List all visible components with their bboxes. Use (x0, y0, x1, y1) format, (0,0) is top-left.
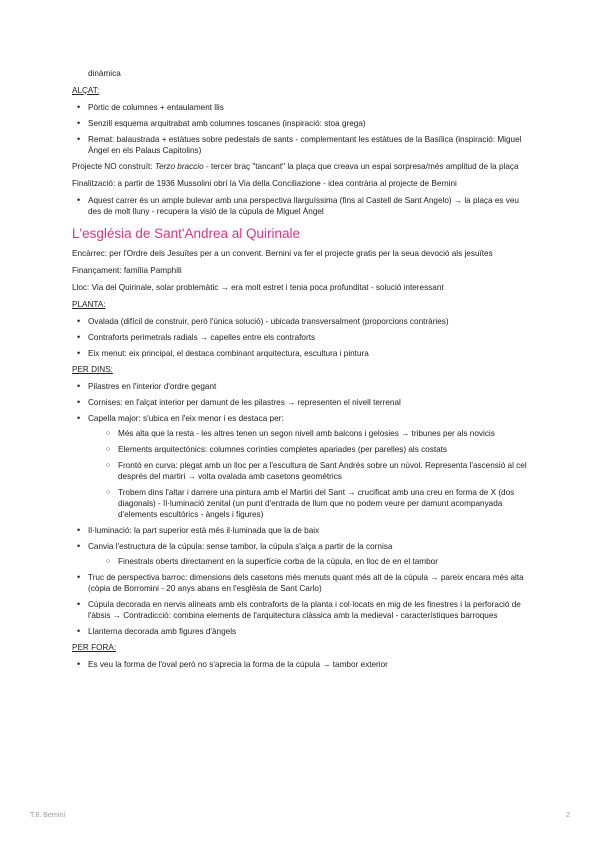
encarrec-paragraph: Encàrrec: per l'Ordre dels Jesuïtes per a un convent. Bernini va fer el projecte gratis per la seua devoció als jesuïtes (72, 249, 493, 258)
per-dins-list (72, 381, 532, 637)
list-item: • Aquest carrer és un ample bulevar amb una perspectiva llarguíssima (fins al Castell de Sant Angelo) → la plaça es veu des de molt lluny - recupera la visió de la cúpula de Miguel Àngel (72, 195, 532, 217)
list-item (72, 413, 532, 520)
list-item: • Remat: balaustrada + estàtues sobre pedestals de sants - complementant les estàtues de la Basílica (inspiració: Miguel Àngel en els Palaus Capitolins) (72, 134, 532, 156)
list-item: • Pòrtic de columnes + entaulament llis (72, 102, 532, 113)
projecte-prefix: Projecte NO construït: (72, 162, 155, 171)
list-item: • Il·luminació: la part superior està més il·luminada que la de baix (72, 525, 532, 536)
per-fora-heading: PER FORA: (72, 643, 117, 652)
alcat-heading: ALÇAT: (72, 86, 100, 95)
per-dins-heading: PER DINS: (72, 365, 113, 374)
capella-text: Capella major: s'ubica en l'eix menor i es destaca per: (88, 414, 284, 423)
list-item: • Cornises: en l'alçat interior per damunt de les pilastres → representen el nivell terrenal (72, 397, 532, 408)
projecte-italic: Terzo braccio (154, 162, 204, 171)
list-item: • Contraforts perimetrals radials → capelles entre els contraforts (72, 332, 532, 343)
per-fora-list (72, 659, 532, 670)
finalitzacio-list (72, 195, 532, 217)
list-item: • Eix menut: eix principal, el destaca combinant arquitectura, escultura i pintura (72, 348, 532, 359)
lloc-paragraph: Lloc: Via del Quirinale, solar problemàtic → era molt estret i tenia poca profunditat - solució interessant (72, 283, 444, 292)
canvia-sublist (88, 556, 532, 567)
projecte-paragraph (72, 161, 532, 172)
canvia-text: Canvia l'estructura de la cúpula: sense tambor, la cúpula s'alça a partir de la cornisa (88, 542, 393, 551)
projecte-suffix: - tercer braç "tancant" la plaça que creava un espai sorpresa/més amplitud de la plaça (203, 162, 519, 171)
sub-list-item: ○ Frontó en curva: plegat amb un lloc per a l'escultura de Sant Andrés sobre un núvol. Representa l'ascensió al cel després del martiri → volta ovalada amb casetons geomètrics (88, 460, 532, 482)
list-item: • Truc de perspectiva barroc: dimensions dels casetons més menuts quant més alt de la cúpula → pareix encara més alta (còpia de Borromini - 20 anys abans en l'església de Sant Carlo) (72, 572, 532, 594)
section-title: L'església de Sant'Andrea al Quirinale (72, 226, 301, 241)
list-item: • Es veu la forma de l'oval però no s'aprecia la forma de la cúpula → tambor exterior (72, 659, 532, 670)
alcat-list (72, 102, 532, 156)
planta-list (72, 316, 532, 359)
sub-list-item: ○ Elements arquitectònics: columnes corínties completes apariades (per parelles) als costats (88, 444, 532, 455)
sub-list-item: ○ Finestrals oberts directament en la superfície corba de la cúpula, en lloc de en el tambor (88, 556, 532, 567)
footer-page-number: 2 (566, 812, 570, 819)
list-item (72, 541, 532, 567)
financament-paragraph: Finançament: família Pamphili (72, 266, 182, 275)
list-item: • Cúpula decorada en nervis alineats amb els contraforts de la planta i col·locats en mig de les finestres i la perforació de l'àbsis → Contradicció: combina elements de l'arquitectura clàssica amb la medieval - característiques barroques (72, 599, 532, 621)
planta-heading: PLANTA: (72, 300, 106, 309)
list-item: • Senzill esquema arquitrabat amb columnes toscanes (inspiració: stoa grega) (72, 118, 532, 129)
finalitzacio-paragraph: Finalització: a partir de 1936 Mussolini obrí la Via della Conciliazione - idea contrària al projecte de Bernini (72, 179, 457, 188)
capella-sublist (88, 428, 532, 520)
list-item: • Ovalada (difícil de construir, però l'única solució) - ubicada transversalment (proporcions contràries) (72, 316, 532, 327)
list-item: • Llanterna decorada amb figures d'àngels (72, 626, 532, 637)
list-item: • Pilastres en l'interior d'ordre gegant (72, 381, 532, 392)
document-body (72, 68, 532, 675)
sub-list-item: ○ Més alta que la resta - les altres tenen un segon nivell amb balcons i gelosies → tribunes per als novicis (88, 428, 532, 439)
footer-document-name: T.8. Bernini (30, 812, 66, 819)
sub-list-item: ○ Trobem dins l'altar i darrere una pintura amb el Martiri del Sant → crucificat amb una creu en forma de X (dos diagonals) - Il·luminació zenital (un punt d'entrada de llum que no podem veure per damunt acompanyada d'elements escultòrics - àngels i figures) (88, 487, 532, 520)
continuation-text: dinàmica (88, 69, 121, 78)
